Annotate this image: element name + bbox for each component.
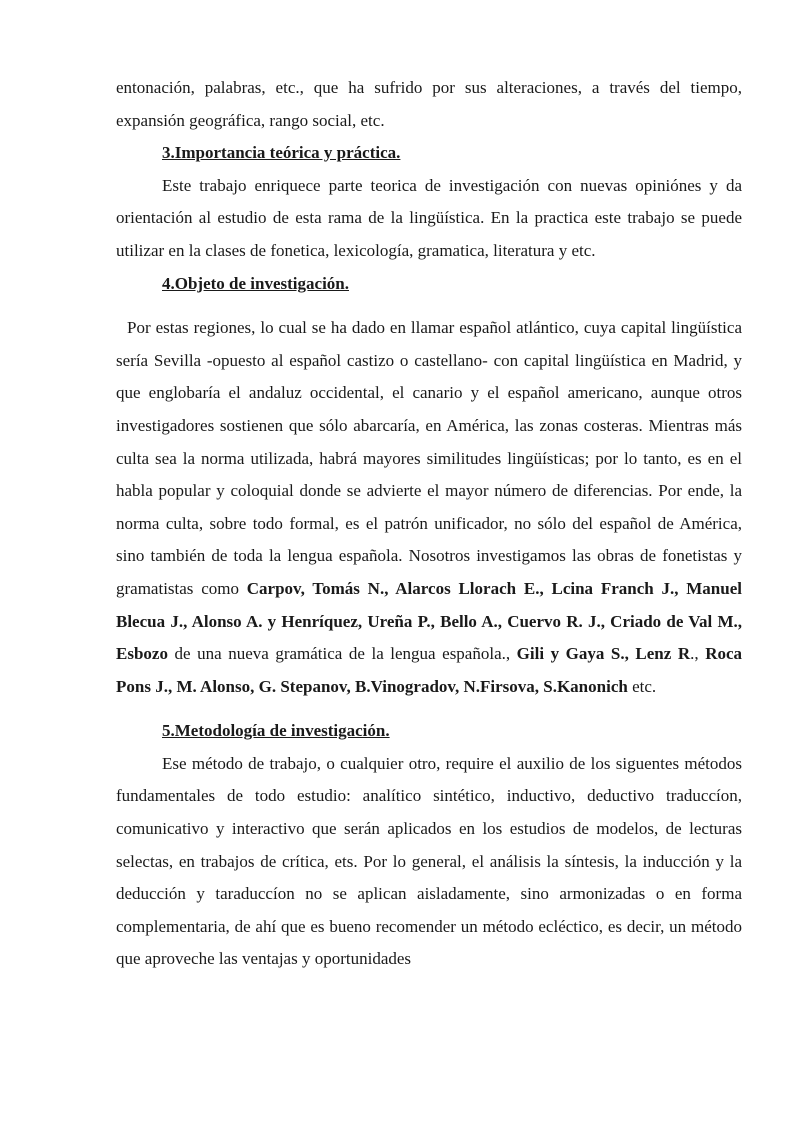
authors-list-3: Roca Pons J., M. Alonso, G. Stepanov, B.Vinogradov, N.Firsova, S.Kanonich <box>116 644 743 696</box>
paragraph-continuation: entonación, palabras, etc., que ha sufrido por sus alteraciones, a través del tiempo, expansión geográfica, rango social, etc. <box>116 78 742 130</box>
paragraph-objeto-text: Por estas regiones, lo cual se ha dado en llamar español atlántico, cuya capital lingüística sería Sevilla -opuesto al español castizo o castellano- con capital lingüística en Madrid, y que englobaría el andaluz occidental, el canario y el español americano, aunque otros investigadores sostienen que sólo abarcaría, en América, las zonas costeras. Mientras más culta sea la norma utilizada, habrá mayores similitudes lingüísticas; por lo tanto, es en el habla popular y coloquial donde se advierte el mayor número de diferencias. Por ende, la norma culta, sobre todo formal, es el patrón unificador, no sólo del español de América, sino también de toda la lengua española. Nosotros investigamos las obras de fonetistas y gramatistas como <box>116 318 742 598</box>
section-heading-importancia: 3.Importancia teórica y práctica. <box>162 143 401 163</box>
section-heading-metodologia: 5.Metodología de investigación. <box>162 721 390 741</box>
paragraph-metodologia: Ese método de trabajo, o cualquier otro, require el auxilio de los siguentes métodos fundamentales de todo estudio: analítico sintético, inductivo, deductivo traduccíon, comunicativo y interactivo que serán aplicados en los estudios de modelos, de lecturas selectas, en trabajos de crítica, ets. Por lo general, el análisis la síntesis, la inducción y la deducción y taraduccíon no se aplican aisladamente, sino armonizadas o en forma complementaria, de ahí que es bueno recomender un método ecléctico, es decir, un método que aproveche las ventajas y oportunidades <box>116 753 742 969</box>
section-heading-objeto: 4.Objeto de investigación. <box>162 273 349 293</box>
document-page <box>116 72 742 976</box>
paragraph-objeto-end: etc. <box>627 676 657 696</box>
authors-list-2: Gili y Gaya S., Lenz R <box>516 644 691 664</box>
paragraph-objeto-sep: ., <box>690 644 706 664</box>
authors-list-1: Carpov, Tomás N., Alarcos Llorach E., Lcina Franch J., Manuel Blecua J., Alonso A. y Henríquez, Ureña P., Bello A., Cuervo R. J., Criado de Val M., Esbozo <box>116 578 742 664</box>
paragraph-importancia: Este trabajo enriquece parte teorica de investigación con nuevas opiniónes y da orientación al estudio de esta rama de la lingüística. En la practica este trabajo se puede utilizar en la clases de fonetica, lexicología, gramatica, literatura y etc. <box>116 175 742 260</box>
paragraph-objeto <box>116 312 742 703</box>
paragraph-objeto-mid: de una nueva gramática de la lengua española., <box>167 644 517 664</box>
